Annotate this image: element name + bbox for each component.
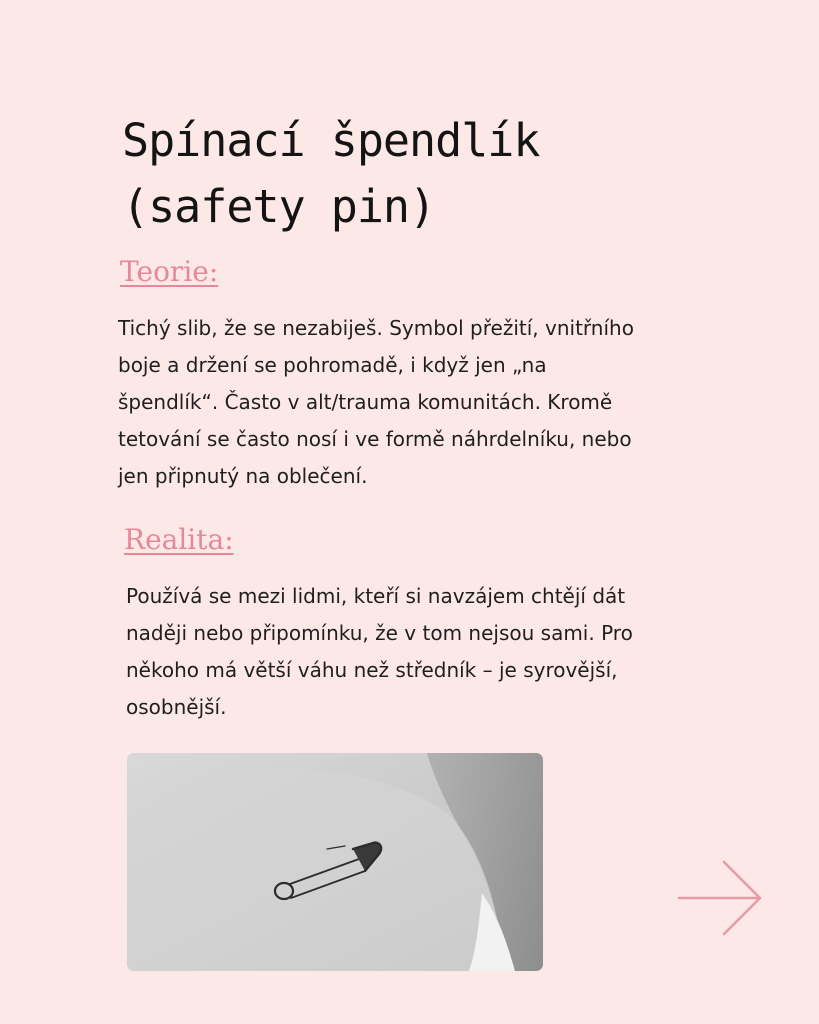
realita-line: osobnější. <box>126 695 227 719</box>
next-arrow-icon[interactable] <box>676 858 764 938</box>
teorie-line: Tichý slib, že se nezabiješ. Symbol přežití, vnitřního <box>118 316 634 340</box>
page-title <box>122 108 682 240</box>
realita-heading: Realita: <box>124 523 234 556</box>
tattoo-photo <box>127 753 543 971</box>
title-line-1: Spínací špendlík <box>122 114 540 167</box>
realita-line: někoho má větší váhu než středník – je syrovější, <box>126 658 618 682</box>
teorie-line: boje a držení se pohromadě, i když jen „na <box>118 353 547 377</box>
teorie-line: špendlík“. Často v alt/trauma komunitách. Kromě <box>118 390 613 414</box>
teorie-line: tetování se často nosí i ve formě náhrdelníku, nebo <box>118 427 632 451</box>
title-line-2: (safety pin) <box>122 180 436 233</box>
realita-line: naději nebo připomínku, že v tom nejsou sami. Pro <box>126 621 633 645</box>
realita-paragraph <box>126 578 716 726</box>
teorie-paragraph <box>118 310 708 495</box>
realita-line: Používá se mezi lidmi, kteří si navzájem chtějí dát <box>126 584 626 608</box>
teorie-heading: Teorie: <box>120 255 219 288</box>
teorie-line: jen připnutý na oblečení. <box>118 464 368 488</box>
